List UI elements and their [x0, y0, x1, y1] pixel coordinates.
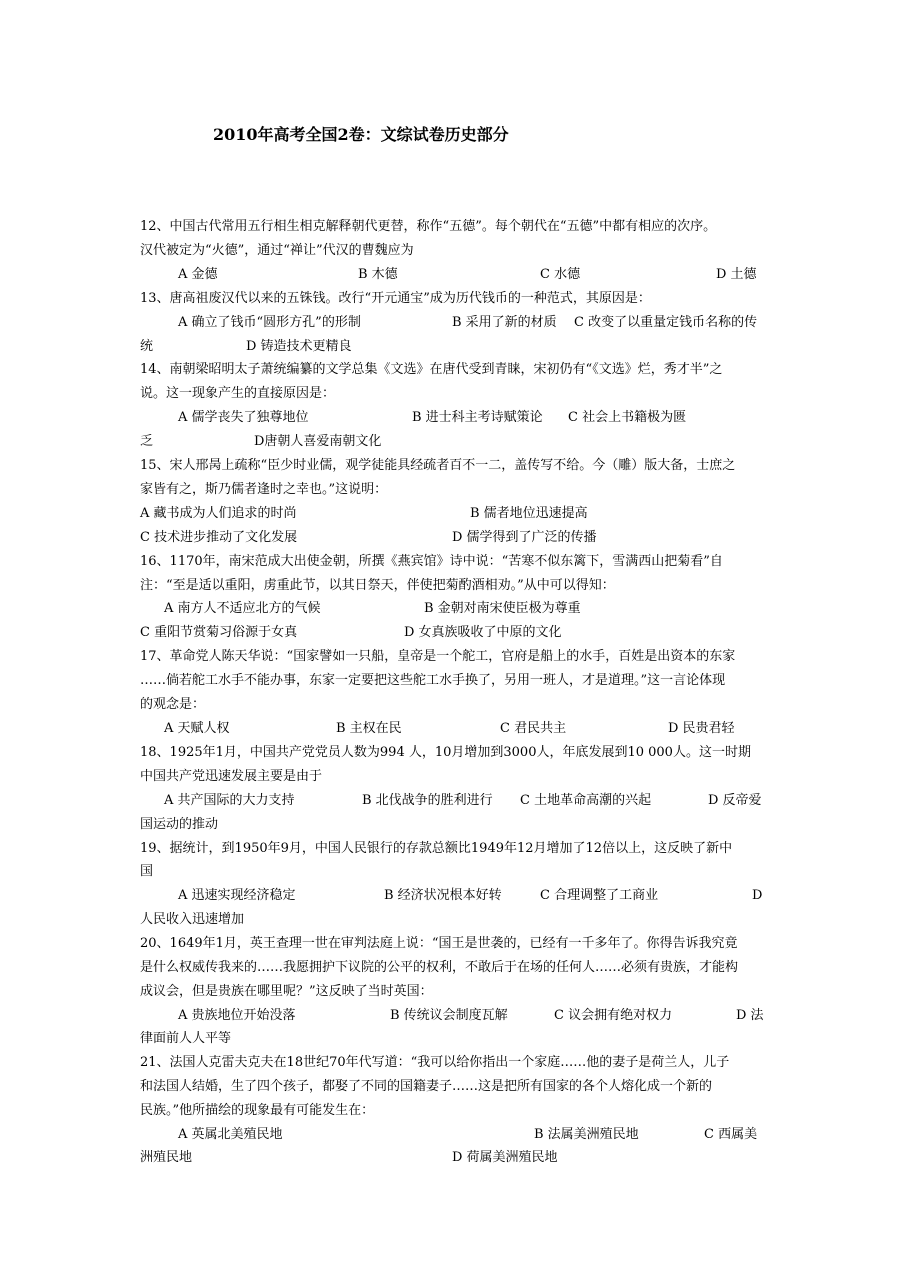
question-20-option-c: C 议会拥有绝对权力: [554, 1008, 673, 1023]
question-12-option-d: D 土德: [716, 267, 757, 282]
question-21-stem-line-1: 21、法国人克雷夫克夫在18世纪70年代写道：“我可以给你指出一个家庭……他的妻子是荷兰人，儿子: [140, 1055, 730, 1070]
question-15-option-a: A 藏书成为人们追求的时尚: [140, 506, 297, 521]
question-15-option-b: B 儒者地位迅速提高: [470, 506, 588, 521]
question-15-stem-line-2: 家皆有之，斯乃儒者逢时之幸也。”这说明：: [140, 482, 388, 497]
question-21-option-d: D 荷属美洲殖民地: [452, 1150, 558, 1165]
question-20-stem-line-3: 成议会，但是贵族在哪里呢？”这反映了当时英国：: [140, 984, 433, 999]
question-19-option-a: A 迅速实现经济稳定: [178, 888, 296, 903]
question-12-stem-line-2: 汉代被定为“火德”，通过“禅让”代汉的曹魏应为: [140, 243, 414, 258]
question-16-option-b: B 金朝对南宋使臣极为尊重: [424, 601, 581, 616]
question-19-option-c: C 合理调整了工商业: [540, 888, 659, 903]
question-17-option-c: C 君民共主: [500, 721, 567, 736]
question-12-stem-line-1: 12、中国古代常用五行相生相克解释朝代更替，称作“五德”。每个朝代在“五德”中都有相应的次序。: [140, 219, 717, 234]
question-15-option-d: D 儒学得到了广泛的传播: [452, 530, 597, 545]
question-16-option-d: D 女真族吸收了中原的文化: [404, 625, 562, 640]
question-17-stem-line-2: ……倘若舵工水手不能办事，东家一定要把这些舵工水手换了，另用一班人，才是道理。”这一言论体现: [140, 673, 726, 688]
question-18-option-d: D 反帝爱: [708, 793, 762, 808]
question-12-option-b: B 木德: [358, 267, 398, 282]
question-18-stem-line-1: 18、1925年1月，中国共产党党员人数为994 人，10月增加到3000人，年底发展到10 000人。这一时期: [140, 745, 751, 760]
question-14-stem-line-2: 说。这一现象产生的直接原因是：: [140, 386, 336, 401]
question-21-option-c-continued: 洲殖民地: [140, 1150, 193, 1165]
question-17-stem-line-3: 的观念是：: [140, 697, 206, 712]
question-18-option-c: C 土地革命高潮的兴起: [520, 793, 652, 808]
question-18-stem-line-2: 中国共产党迅速发展主要是由于: [140, 769, 323, 784]
question-12-option-a: A 金德: [178, 267, 218, 282]
page-title: 2010年高考全国2卷：文综试卷历史部分: [213, 125, 509, 144]
question-13-option-b: B 采用了新的材质: [452, 315, 557, 330]
question-18-option-a: A 共产国际的大力支持: [164, 793, 295, 808]
question-14-option-c-continued: 乏: [140, 434, 154, 449]
question-21-stem-line-2: 和法国人结婚，生了四个孩子，都娶了不同的国籍妻子……这是把所有国家的各个人熔化成一个新的: [140, 1079, 713, 1094]
question-12-option-c: C 水德: [540, 267, 581, 282]
question-17-option-d: D 民贵君轻: [668, 721, 735, 736]
question-19-stem-line-1: 19、据统计，到1950年9月，中国人民银行的存款总额比1949年12月增加了12倍以上，这反映了新中: [140, 841, 733, 856]
question-20-option-d: D 法: [736, 1008, 764, 1023]
question-14-stem-line-1: 14、南朝梁昭明太子萧统编纂的文学总集《文选》在唐代受到青睐，宋初仍有“《文选》烂，秀才半”之: [140, 362, 723, 377]
question-16-option-a: A 南方人不适应北方的气候: [164, 601, 321, 616]
question-21-option-c: C 西属美: [704, 1127, 758, 1142]
question-17-option-a: A 天赋人权: [164, 721, 230, 736]
question-15-option-c: C 技术进步推动了文化发展: [140, 530, 298, 545]
question-18-option-b: B 北伐战争的胜利进行: [362, 793, 493, 808]
question-14-option-d: D唐朝人喜爱南朝文化: [254, 434, 382, 449]
question-20-stem-line-1: 20、1649年1月，英王查理一世在审判法庭上说：“国王是世袭的，已经有一千多年了。你得告诉我究竟: [140, 936, 738, 951]
question-19-stem-line-2: 国: [140, 864, 154, 879]
question-14-option-a: A 儒学丧失了独尊地位: [178, 410, 309, 425]
question-13-option-d: D 铸造技术更精良: [246, 339, 352, 354]
question-16-option-c: C 重阳节赏菊习俗源于女真: [140, 625, 298, 640]
question-21-stem-line-3: 民族。”他所描绘的现象最有可能发生在：: [140, 1103, 375, 1118]
question-14-option-b: B 进士科主考诗赋策论: [412, 410, 543, 425]
question-21-option-b: B 法属美洲殖民地: [534, 1127, 639, 1142]
question-18-option-d-continued: 国运动的推动: [140, 817, 219, 832]
question-21-option-a: A 英属北美殖民地: [178, 1127, 283, 1142]
question-13-option-a: A 确立了钱币“圆形方孔”的形制: [178, 315, 361, 330]
question-19-option-d-continued: 人民收入迅速增加: [140, 912, 245, 927]
question-13-option-c-continued: 统: [140, 339, 154, 354]
question-19-option-b: B 经济状况根本好转: [384, 888, 502, 903]
question-13-option-c: C 改变了以重量定钱币名称的传: [574, 315, 758, 330]
question-20-option-b: B 传统议会制度瓦解: [390, 1008, 508, 1023]
question-14-option-c: C 社会上书籍极为匮: [568, 410, 687, 425]
question-13-stem-line-1: 13、唐高祖废汉代以来的五铢钱。改行“开元通宝”成为历代钱币的一种范式，其原因是：: [140, 291, 651, 306]
question-20-option-d-continued: 律面前人人平等: [140, 1031, 232, 1046]
question-20-option-a: A 贵族地位开始没落: [178, 1008, 296, 1023]
question-19-option-d: D: [752, 888, 763, 903]
question-16-stem-line-1: 16、1170年，南宋范成大出使金朝，所撰《燕宾馆》诗中说：“苦寒不似东篱下，雪满西山把菊看”自: [140, 554, 723, 569]
question-17-stem-line-1: 17、革命党人陈天华说：“国家譬如一只船，皇帝是一个舵工，官府是船上的水手，百姓是出资本的东家: [140, 649, 736, 664]
question-15-stem-line-1: 15、宋人邢昺上疏称“臣少时业儒，观学徒能具经疏者百不一二，盖传写不给。今（雕）版大备，士庶之: [140, 458, 736, 473]
question-20-stem-line-2: 是什么权威传我来的……我愿拥护下议院的公平的权利，不敢后于在场的任何人……必须有贵族，才能构: [140, 960, 739, 975]
question-16-stem-line-2: 注：“至是适以重阳，虏重此节，以其日祭天，伴使把菊酌酒相劝。”从中可以得知：: [140, 578, 615, 593]
question-17-option-b: B 主权在民: [336, 721, 402, 736]
